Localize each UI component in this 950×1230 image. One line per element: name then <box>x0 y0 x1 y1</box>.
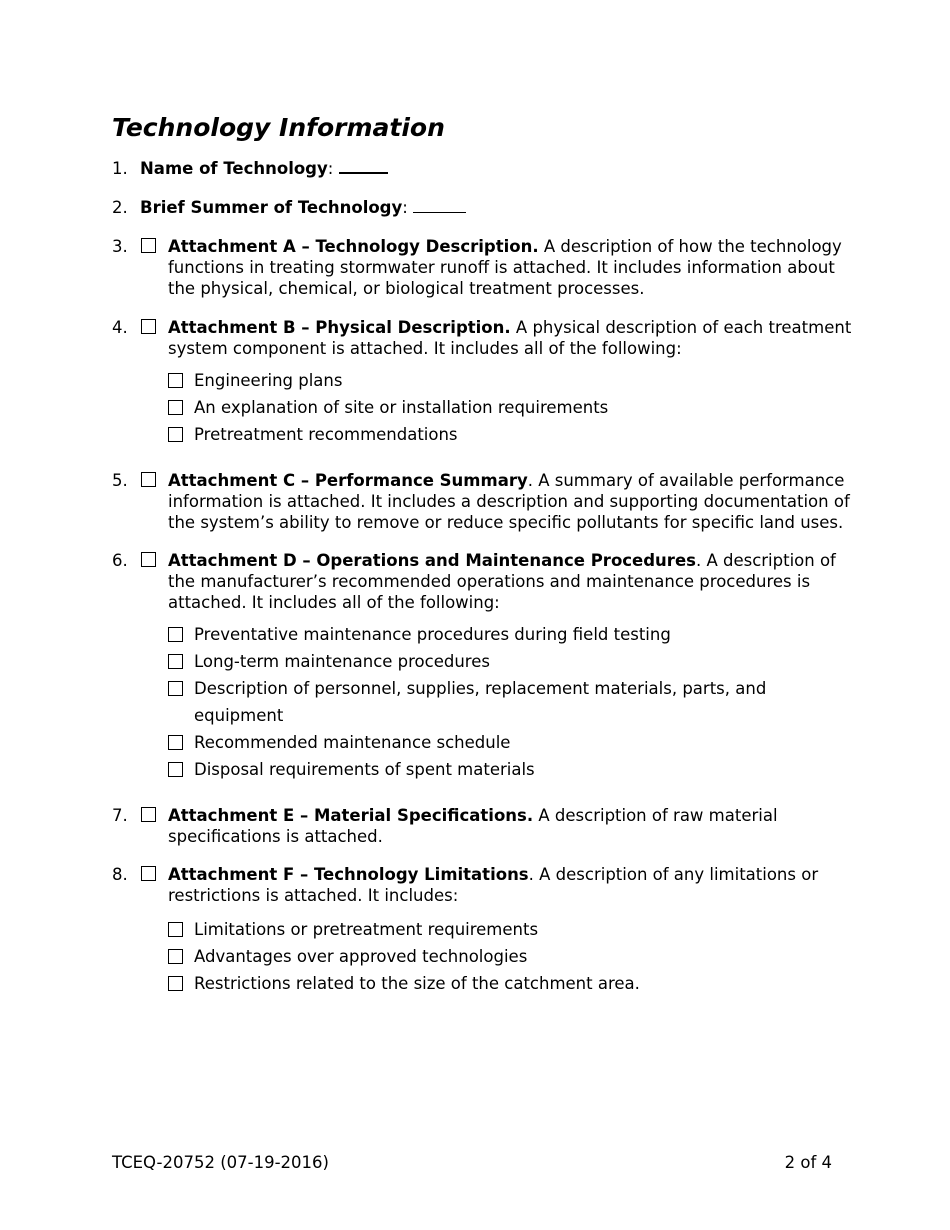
item-heading: Brief Summer of Technology <box>140 198 403 217</box>
checkbox[interactable] <box>168 627 183 642</box>
list-item <box>168 756 852 783</box>
list-item <box>168 675 852 729</box>
list-item-label: Preventative maintenance procedures during field testing <box>194 625 671 644</box>
checkbox[interactable] <box>168 949 183 964</box>
checkbox[interactable] <box>168 427 183 442</box>
item-number: 6. <box>112 551 128 570</box>
item-heading: Attachment D – Operations and Maintenance Procedures <box>168 551 696 570</box>
item-attachment-d <box>112 550 852 783</box>
item-text: . A summary of available performance information is attached. It includes a description and supporting documentation of the system’s ability to remove or reduce specific pollutants for specific land uses. <box>168 471 850 532</box>
item-text: . A description of any limitations or restrictions is attached. It includes: <box>168 865 819 905</box>
item-text: : <box>327 159 334 178</box>
checkbox[interactable] <box>168 976 183 991</box>
checkbox[interactable] <box>168 654 183 669</box>
item-heading: Attachment C – Performance Summary <box>168 471 528 490</box>
item-attachment-b <box>112 317 852 448</box>
list-item <box>168 729 852 756</box>
checkbox[interactable] <box>168 681 183 696</box>
brief-summary-field[interactable] <box>413 198 466 213</box>
list-item-label: Limitations or pretreatment requirements <box>194 920 539 939</box>
list-item <box>168 943 852 970</box>
item-heading: Attachment B – Physical Description. <box>168 318 511 337</box>
page-title: Technology Information <box>112 113 445 142</box>
list-item-label: Long-term maintenance procedures <box>194 652 490 671</box>
list-item <box>168 621 852 648</box>
attachment-f-checkbox[interactable] <box>141 866 156 881</box>
form-id: TCEQ-20752 (07-19-2016) <box>112 1153 329 1172</box>
checkbox[interactable] <box>168 373 183 388</box>
item-text: A physical description of each treatment system component is attached. It includes all of the following: <box>168 318 852 358</box>
attachment-d-checkbox[interactable] <box>141 552 156 567</box>
item-name-of-technology <box>112 158 852 179</box>
list-item-label: Advantages over approved technologies <box>194 947 528 966</box>
item-heading: Attachment F – Technology Limitations <box>168 865 529 884</box>
item-number: 5. <box>112 471 128 490</box>
checkbox[interactable] <box>168 762 183 777</box>
list-item-label: Engineering plans <box>194 371 343 390</box>
item-text: A description of how the technology functions in treating stormwater runoff is attached. It includes information about the physical, chemical, or biological treatment processes. <box>168 237 842 298</box>
list-item-label: An explanation of site or installation requirements <box>194 398 609 417</box>
item-number: 2. <box>112 198 128 217</box>
attachment-a-checkbox[interactable] <box>141 238 156 253</box>
list-item <box>168 916 852 943</box>
item-brief-summary <box>112 197 852 218</box>
page-number: 2 of 4 <box>784 1153 832 1172</box>
attachment-b-checkbox[interactable] <box>141 319 156 334</box>
item-text: : <box>402 198 408 217</box>
item-number: 8. <box>112 865 128 884</box>
item-heading: Attachment E – Material Specifications. <box>168 806 534 825</box>
attachment-d-checklist <box>168 621 852 783</box>
list-item-label: Description of personnel, supplies, replacement materials, parts, and equipment <box>194 679 767 725</box>
item-list <box>112 158 852 997</box>
item-attachment-f <box>112 864 852 997</box>
list-item-label: Pretreatment recommendations <box>194 425 458 444</box>
attachment-e-checkbox[interactable] <box>141 807 156 822</box>
list-item <box>168 648 852 675</box>
attachment-b-checklist <box>168 367 852 448</box>
list-item <box>168 421 852 448</box>
item-heading: Name of Technology <box>140 159 328 178</box>
item-attachment-a <box>112 236 852 299</box>
list-item <box>168 970 852 997</box>
item-attachment-e <box>112 805 852 847</box>
item-number: 3. <box>112 237 128 256</box>
item-attachment-c <box>112 470 852 533</box>
item-text: A description of raw material specifications is attached. <box>168 806 778 846</box>
attachment-f-checklist <box>168 916 852 997</box>
list-item-label: Restrictions related to the size of the catchment area. <box>194 974 640 993</box>
list-item <box>168 394 852 421</box>
name-of-technology-field[interactable] <box>339 158 388 174</box>
attachment-c-checkbox[interactable] <box>141 472 156 487</box>
item-text: . A description of the manufacturer’s recommended operations and maintenance procedures is attached. It includes all of the following: <box>168 551 836 612</box>
item-number: 4. <box>112 318 128 337</box>
item-number: 7. <box>112 806 128 825</box>
checkbox[interactable] <box>168 735 183 750</box>
checkbox[interactable] <box>168 400 183 415</box>
item-heading: Attachment A – Technology Description. <box>168 237 539 256</box>
list-item-label: Recommended maintenance schedule <box>194 733 511 752</box>
item-number: 1. <box>112 159 128 178</box>
list-item <box>168 367 852 394</box>
checkbox[interactable] <box>168 922 183 937</box>
list-item-label: Disposal requirements of spent materials <box>194 760 535 779</box>
